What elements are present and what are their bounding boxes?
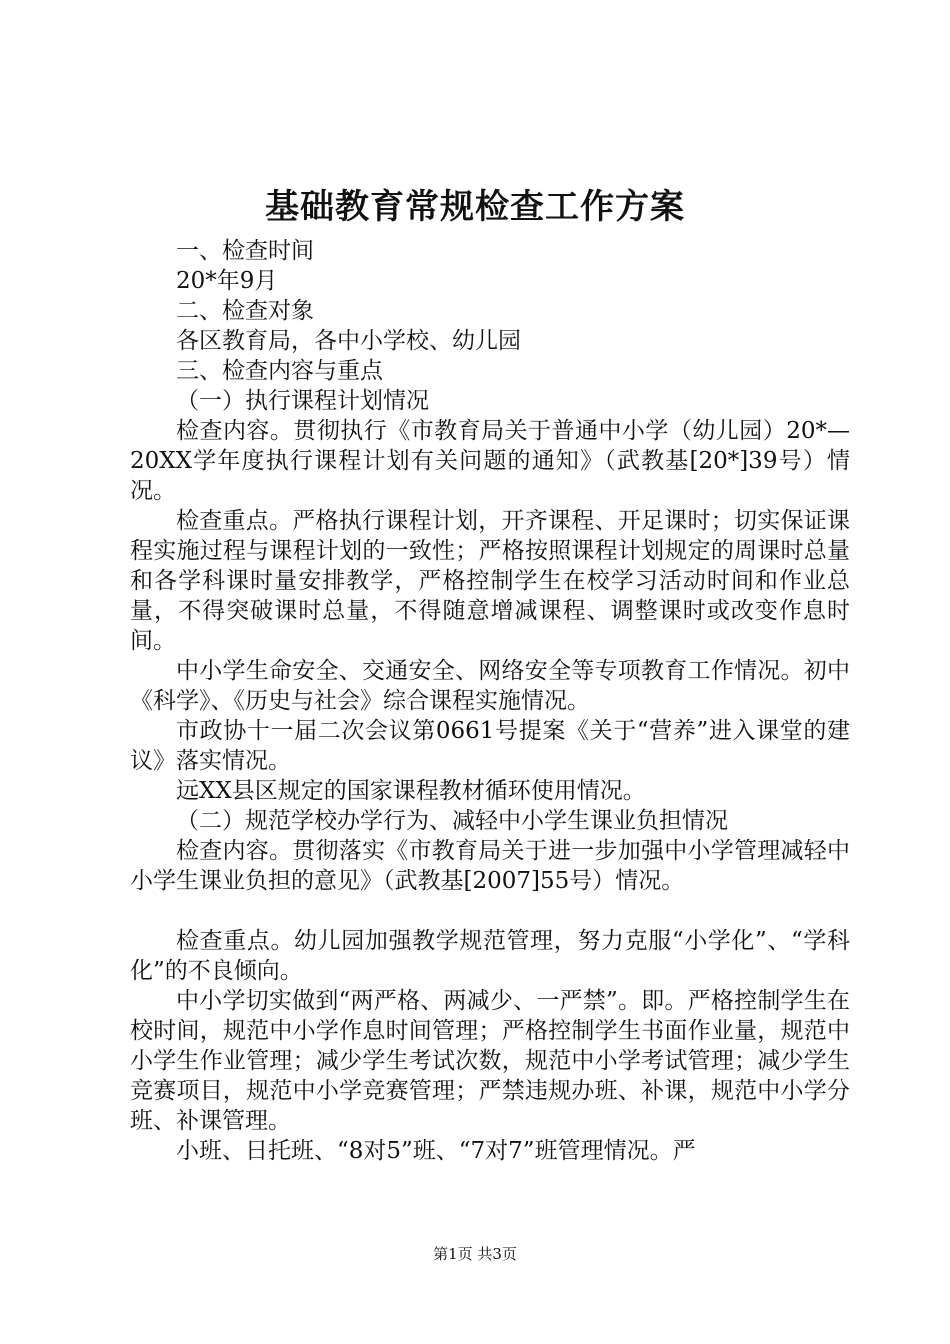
paragraph: 各区教育局，各中小学校、幼儿园	[176, 328, 521, 354]
paragraph: 检查重点。幼儿园加强教学规范管理，努力克服“小学化”、“学科化”的不良倾向。	[130, 928, 850, 984]
section-heading: 一、检查时间	[176, 238, 314, 264]
section-heading: 二、检查对象	[176, 298, 314, 324]
paragraph: 20*年9月	[176, 268, 278, 294]
paragraph: 小班、日托班、“8对5”班、“7对7”班管理情况。严	[176, 1138, 696, 1164]
paragraph: 中小学切实做到“两严格、两减少、一严禁”。即。严格控制学生在校时间，规范中小学作息时间管理；严格控制学生书面作业量，规范中小学生作业管理；减少学生考试次数，规范中小学考试管理；减少学生竞赛项目，规范中小学竞赛管理；严禁违规办班、补课，规范中小学分班、补课管理。	[130, 988, 850, 1134]
document-body	[130, 236, 850, 1166]
paragraph: 市政协十一届二次会议第0661号提案《关于“营养”进入课堂的建议》落实情况。	[130, 718, 850, 774]
paragraph: 远XX县区规定的国家课程教材循环使用情况。	[176, 778, 646, 804]
paragraph: 检查内容。贯彻执行《市教育局关于普通中小学（幼儿园）20*—20XX学年度执行课程计划有关问题的通知》（武教基[20*]39号）情况。	[130, 418, 850, 504]
paragraph: 检查内容。贯彻落实《市教育局关于进一步加强中小学管理减轻中小学生课业负担的意见》（武教基[2007]55号）情况。	[130, 838, 850, 894]
page-footer: 第1页 共3页	[433, 1245, 517, 1263]
paragraph: 检查重点。严格执行课程计划，开齐课程、开足课时；切实保证课程实施过程与课程计划的一致性；严格按照课程计划规定的周课时总量和各学科课时量安排教学，严格控制学生在校学习活动时间和作业总量，不得突破课时总量，不得随意增减课程、调整课时或改变作息时间。	[130, 508, 850, 654]
subsection-heading: （一）执行课程计划情况	[176, 388, 429, 414]
page-title: 基础教育常规检查工作方案	[265, 187, 685, 227]
subsection-heading: （二）规范学校办学行为、减轻中小学生课业负担情况	[176, 808, 728, 834]
paragraph: 中小学生命安全、交通安全、网络安全等专项教育工作情况。初中《科学》、《历史与社会》综合课程实施情况。	[130, 658, 850, 714]
section-heading: 三、检查内容与重点	[176, 358, 383, 384]
